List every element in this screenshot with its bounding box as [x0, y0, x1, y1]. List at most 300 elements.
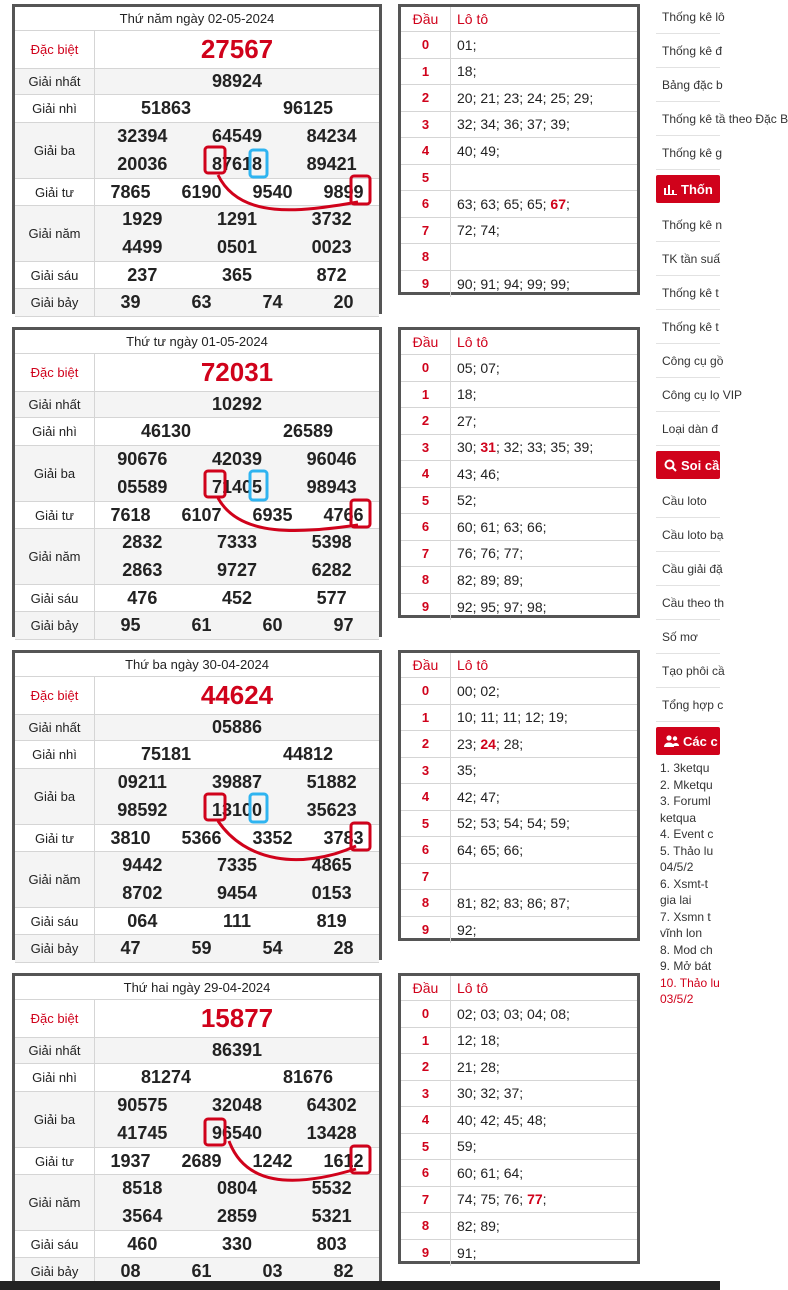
prize-number: 72031: [200, 357, 274, 387]
dau-digit: 2: [401, 731, 451, 757]
loto-values: [451, 439, 637, 455]
loto-row: [401, 488, 637, 515]
prize-number: 97: [333, 615, 354, 635]
prize-number: 74: [262, 292, 283, 312]
prize-number: 51882: [306, 772, 357, 793]
dau-digit: 5: [401, 811, 451, 837]
prize-number: 03: [262, 1261, 283, 1281]
prize-number: 819: [316, 910, 347, 931]
prize-number: 365: [221, 264, 253, 285]
loto-values: [451, 1112, 637, 1128]
prize-label-g5: Giải năm: [15, 529, 95, 585]
prize-label-g2: Giải nhì: [15, 95, 95, 123]
loto-text: 81; 82; 83; 86; 87;: [457, 894, 570, 911]
prize-number: 5532: [311, 1178, 352, 1199]
prize-number: 577: [316, 587, 347, 608]
prize-number: 98924: [211, 71, 263, 91]
prize-values-g5: [95, 852, 379, 908]
sidebar-link[interactable]: Thống kê tầ theo Đặc B: [656, 102, 720, 136]
prize-number: 5398: [311, 532, 352, 553]
loto-row: [401, 567, 637, 594]
prize-values-db: [95, 31, 379, 69]
prize-values-g2: [95, 95, 379, 123]
dau-digit: 1: [401, 705, 451, 731]
prize-number: 0804: [216, 1178, 258, 1199]
prize-number: 0153: [311, 882, 352, 903]
loto-text: 35;: [457, 762, 477, 779]
loto-values: [451, 222, 637, 238]
loto-row: [401, 382, 637, 409]
loto-row: [401, 705, 637, 732]
dau-digit: 7: [401, 218, 451, 244]
prize-number: 47: [120, 938, 141, 958]
prize-number: 7865: [110, 181, 151, 202]
loto-values: [451, 842, 637, 858]
sidebar-link[interactable]: Cầu giải đặ: [656, 552, 720, 586]
prize-label-db: Đặc biệt: [15, 31, 95, 69]
loto-values: [451, 63, 637, 79]
dau-header: Đầu: [401, 976, 451, 1000]
topic-link[interactable]: 3. Foruml: [660, 794, 711, 808]
prize-values-g4: [95, 825, 379, 852]
prize-number: 0023: [311, 236, 352, 257]
loto-text: ; 28;: [495, 735, 524, 752]
loto-text: 00; 02;: [457, 682, 500, 699]
prize-label-g7: Giải bảy: [15, 1258, 95, 1286]
prize-label-g4: Giải tư: [15, 179, 95, 206]
prize-number: 460: [127, 1233, 158, 1254]
draw-date[interactable]: Thứ hai ngày 29-04-2024: [15, 976, 379, 1000]
loto-highlight: 31: [480, 439, 496, 456]
dau-digit: 3: [401, 435, 451, 461]
topic-link[interactable]: 9. Mở bát: [660, 959, 712, 973]
loto-values: [451, 1032, 637, 1048]
topic-link[interactable]: gia lai: [660, 893, 692, 907]
loto-values: [451, 1006, 637, 1022]
loto-row: [401, 731, 637, 758]
loto-row: [401, 1240, 637, 1267]
loto-values: [451, 37, 637, 53]
loto-values: [451, 413, 637, 429]
loto-text: 05; 07;: [457, 359, 500, 376]
dau-digit: 3: [401, 758, 451, 784]
dau-digit: 2: [401, 85, 451, 111]
prize-number: 8702: [122, 882, 163, 903]
loto-header: Lô tô: [457, 980, 489, 996]
dau-digit: 5: [401, 165, 451, 191]
dau-digit: 9: [401, 271, 451, 298]
loto-row: [401, 758, 637, 785]
loto-header: Lô tô: [457, 334, 489, 350]
loto-values: [451, 492, 637, 508]
prize-values-g1: [95, 69, 379, 95]
sidebar-section-header: [656, 451, 720, 479]
dau-header: Đầu: [401, 7, 451, 31]
loto-text: 27;: [457, 412, 477, 429]
bottom-bar: [0, 1281, 720, 1290]
prize-number: 9899: [323, 181, 364, 202]
loto-row: [401, 165, 637, 192]
loto-text: 23;: [457, 735, 481, 752]
prize-number: 09211: [117, 772, 167, 793]
loto-row: [401, 59, 637, 86]
dau-header: Đầu: [401, 330, 451, 354]
prize-number: 452: [221, 587, 253, 608]
loto-table: [398, 327, 640, 618]
loto-text: 18;: [457, 386, 477, 403]
dau-digit: 9: [401, 917, 451, 944]
prize-number: 4766: [323, 504, 364, 525]
prize-number: 1291: [216, 209, 258, 230]
topic-link[interactable]: vĩnh lon: [660, 926, 703, 940]
prize-label-g1: Giải nhất: [15, 69, 95, 95]
prize-values-db: [95, 677, 379, 715]
prize-number: 39887: [211, 772, 263, 793]
prize-values-g1: [95, 715, 379, 741]
prize-number: 39: [120, 292, 141, 312]
sidebar-link[interactable]: Công cụ lọ VIP: [656, 378, 720, 412]
topic-link[interactable]: ketqua: [660, 810, 697, 825]
prize-number: 330: [221, 1233, 253, 1254]
sidebar-link[interactable]: Tổng hợp c: [656, 688, 720, 722]
sidebar-link[interactable]: Thống kê t: [656, 276, 720, 310]
loto-values: [451, 815, 637, 831]
loto-values: [451, 519, 637, 535]
prize-number: 3564: [122, 1205, 163, 1226]
prize-values-g7: [95, 612, 379, 640]
prize-label-g5: Giải năm: [15, 1175, 95, 1231]
topic-link[interactable]: 10. Thảo lu: [660, 975, 720, 990]
loto-row: [401, 837, 637, 864]
loto-row: [401, 890, 637, 917]
topic-link[interactable]: 04/5/2: [660, 860, 694, 874]
prize-values-db: [95, 354, 379, 392]
prize-label-db: Đặc biệt: [15, 354, 95, 392]
loto-text: 72; 74;: [457, 222, 500, 239]
loto-values: [451, 762, 637, 778]
loto-header: Lô tô: [457, 657, 489, 673]
dau-digit: 2: [401, 408, 451, 434]
prize-values-g5: [95, 1175, 379, 1231]
loto-values: [451, 90, 637, 106]
loto-highlight: 77: [527, 1191, 543, 1208]
prize-values-g2: [95, 1064, 379, 1092]
prize-number: 20036: [117, 153, 168, 174]
prize-label-g7: Giải bảy: [15, 935, 95, 963]
loto-text: 92; 95; 97; 98;: [457, 598, 547, 615]
loto-row: [401, 408, 637, 435]
dau-digit: 5: [401, 488, 451, 514]
topic-link[interactable]: 1. 3ketqu: [660, 761, 710, 775]
prize-number: 7618: [110, 504, 151, 525]
topic-link[interactable]: 4. Event c: [660, 827, 714, 841]
prize-number: 803: [316, 1233, 347, 1254]
prize-number: 10292: [211, 394, 263, 414]
dau-digit: 0: [401, 678, 451, 704]
loto-values: [451, 736, 637, 752]
prize-values-g4: [95, 1148, 379, 1175]
topic-link[interactable]: 7. Xsmn t: [660, 909, 711, 924]
dau-digit: 1: [401, 59, 451, 85]
prize-label-g6: Giải sáu: [15, 908, 95, 935]
result-table: [12, 4, 382, 314]
prize-number: 27567: [200, 34, 274, 64]
sidebar-link[interactable]: Cầu loto: [656, 484, 720, 518]
loto-values: [451, 1245, 637, 1261]
result-table: [12, 327, 382, 637]
sidebar-link[interactable]: Bảng đặc b: [656, 68, 720, 102]
loto-values: [451, 1059, 637, 1075]
loto-text: 52;: [457, 492, 477, 509]
prize-number: 2859: [216, 1205, 258, 1226]
prize-number: 32048: [211, 1095, 263, 1116]
prize-values-g4: [95, 179, 379, 206]
prize-number: 3783: [323, 827, 364, 848]
prize-number: 9454: [216, 882, 258, 903]
loto-text: ;: [542, 1191, 547, 1208]
prize-number: 87618: [211, 153, 263, 174]
prize-number: 6935: [252, 504, 293, 525]
dau-digit: 7: [401, 864, 451, 890]
draw-date[interactable]: Thứ tư ngày 01-05-2024: [15, 330, 379, 354]
prize-number: 61: [191, 1261, 212, 1281]
prize-number: 89421: [306, 153, 357, 174]
loto-text: ; 32; 33; 35; 39;: [495, 439, 594, 456]
prize-number: 9540: [252, 181, 293, 202]
loto-row: [401, 864, 637, 891]
sidebar-section-header: [656, 727, 720, 755]
sidebar-link[interactable]: Loại dàn đ: [656, 412, 720, 446]
prize-number: 54: [262, 938, 283, 958]
prize-values-g5: [95, 529, 379, 585]
loto-row: [401, 1134, 637, 1161]
sidebar-link[interactable]: TK tần suấ: [656, 242, 720, 276]
loto-highlight: 24: [480, 735, 496, 752]
topic-link[interactable]: 03/5/2: [660, 992, 694, 1006]
prize-label-g5: Giải năm: [15, 852, 95, 908]
topic-link[interactable]: 8. Mod ch: [660, 942, 713, 957]
prize-number: 28: [333, 938, 354, 958]
prize-values-g4: [95, 502, 379, 529]
draw-date[interactable]: Thứ năm ngày 02-05-2024: [15, 7, 379, 31]
loto-values: [451, 196, 637, 212]
prize-label-g1: Giải nhất: [15, 392, 95, 418]
loto-row: [401, 514, 637, 541]
loto-text: 60; 61; 64;: [457, 1164, 524, 1181]
loto-values: [451, 709, 637, 725]
loto-text: 32; 34; 36; 37; 39;: [457, 116, 570, 133]
loto-row: [401, 1160, 637, 1187]
loto-row: [401, 917, 637, 944]
prize-number: 3352: [252, 827, 293, 848]
loto-row: [401, 218, 637, 245]
loto-text: 52; 53; 54; 54; 59;: [457, 815, 570, 832]
loto-row: [401, 1001, 637, 1028]
prize-values-g3: [95, 446, 379, 502]
loto-text: 30; 32; 37;: [457, 1085, 524, 1102]
prize-label-g6: Giải sáu: [15, 262, 95, 289]
prize-number: 05886: [211, 717, 263, 737]
prize-values-g5: [95, 206, 379, 262]
prize-number: 71405: [211, 476, 263, 497]
loto-row: [401, 594, 637, 621]
loto-values: [451, 683, 637, 699]
dau-digit: 1: [401, 382, 451, 408]
prize-number: 3810: [110, 827, 151, 848]
prize-number: 98592: [117, 799, 168, 820]
prize-number: 26589: [282, 421, 334, 441]
dau-digit: 6: [401, 1160, 451, 1186]
prize-number: 0501: [216, 236, 258, 257]
prize-number: 32394: [117, 126, 168, 147]
prize-number: 60: [262, 615, 283, 635]
prize-number: 111: [222, 910, 252, 931]
prize-number: 98943: [306, 476, 357, 497]
loto-row: [401, 138, 637, 165]
prize-number: 64302: [306, 1095, 357, 1116]
loto-text: 40; 49;: [457, 142, 500, 159]
loto-text: 90; 91; 94; 99; 99;: [457, 275, 570, 292]
loto-text: 82; 89;: [457, 1217, 500, 1234]
prize-values-g6: [95, 908, 379, 935]
loto-text: 60; 61; 63; 66;: [457, 518, 547, 535]
sidebar-link[interactable]: Số mơ: [656, 620, 720, 654]
prize-number: 1937: [110, 1150, 151, 1171]
loto-table: [398, 4, 640, 295]
prize-number: 6107: [181, 504, 222, 525]
prize-label-db: Đặc biệt: [15, 677, 95, 715]
section-title: Các c: [683, 733, 718, 749]
sidebar-link[interactable]: Công cụ gồ: [656, 344, 720, 378]
prize-label-g4: Giải tư: [15, 825, 95, 852]
prize-label-g4: Giải tư: [15, 1148, 95, 1175]
loto-text: 18;: [457, 63, 477, 80]
loto-row: [401, 1028, 637, 1055]
loto-text: 63; 63; 65; 65;: [457, 195, 551, 212]
prize-number: 44624: [200, 680, 274, 710]
prize-number: 82: [333, 1261, 354, 1281]
prize-number: 64549: [211, 126, 263, 147]
dau-digit: 8: [401, 567, 451, 593]
sidebar-link[interactable]: Thống kê g: [656, 136, 720, 170]
loto-values: [451, 1165, 637, 1181]
prize-number: 42039: [211, 449, 263, 470]
prize-number: 7335: [216, 855, 258, 876]
prize-number: 237: [127, 264, 158, 285]
loto-row: [401, 811, 637, 838]
sidebar-section-header: [656, 175, 720, 203]
prize-number: 6282: [311, 559, 352, 580]
loto-row: [401, 461, 637, 488]
topic-link[interactable]: 6. Xsmt-t: [660, 876, 709, 891]
loto-row: [401, 1081, 637, 1108]
dau-digit: 1: [401, 1028, 451, 1054]
prize-number: 96540: [211, 1122, 263, 1143]
draw-date[interactable]: Thứ ba ngày 30-04-2024: [15, 653, 379, 677]
loto-row: [401, 191, 637, 218]
dau-digit: 0: [401, 32, 451, 58]
loto-row: [401, 355, 637, 382]
sidebar-link[interactable]: Tạo phôi cầ: [656, 654, 720, 688]
prize-number: 1242: [252, 1150, 293, 1171]
dau-digit: 7: [401, 541, 451, 567]
day-block: [0, 969, 720, 1287]
prize-number: 9727: [216, 559, 258, 580]
prize-number: 41745: [117, 1122, 168, 1143]
loto-values: [451, 116, 637, 132]
prize-number: 064: [127, 910, 158, 931]
sidebar-link[interactable]: Cầu theo th: [656, 586, 720, 620]
loto-header: Lô tô: [457, 11, 489, 27]
loto-values: [451, 386, 637, 402]
topic-link[interactable]: 2. Mketqu: [660, 777, 713, 792]
prize-label-g7: Giải bảy: [15, 612, 95, 640]
chart-icon: [664, 184, 677, 195]
section-title: Thốn: [681, 181, 713, 197]
loto-text: 91;: [457, 1244, 477, 1261]
prize-number: 81676: [282, 1067, 334, 1087]
prize-values-g2: [95, 418, 379, 446]
prize-number: 13428: [306, 1122, 357, 1143]
dau-digit: 5: [401, 1134, 451, 1160]
loto-table: [398, 973, 640, 1264]
prize-number: 90676: [117, 449, 168, 470]
sidebar-link[interactable]: Thống kê đ: [656, 34, 720, 68]
sidebar-link[interactable]: Thống kê lô: [656, 0, 720, 34]
prize-label-g3: Giải ba: [15, 123, 95, 179]
prize-label-g4: Giải tư: [15, 502, 95, 529]
prize-number: 2832: [122, 532, 163, 553]
loto-row: [401, 1213, 637, 1240]
loto-text: 10; 11; 11; 12; 19;: [457, 709, 568, 726]
loto-values: [451, 922, 637, 938]
loto-values: [451, 1191, 637, 1207]
prize-number: 63: [191, 292, 212, 312]
loto-text: 12; 18;: [457, 1032, 500, 1049]
sidebar-link[interactable]: Cầu loto bạ: [656, 518, 720, 552]
prize-number: 86391: [211, 1040, 263, 1060]
prize-number: 15877: [200, 1003, 274, 1033]
right-sidebar: [656, 0, 788, 1290]
loto-row: [401, 541, 637, 568]
topic-link[interactable]: 5. Thảo lu: [660, 843, 714, 858]
loto-text: 40; 42; 45; 48;: [457, 1111, 547, 1128]
loto-text: 82; 89; 89;: [457, 571, 524, 588]
loto-values: [451, 466, 637, 482]
prize-values-g6: [95, 1231, 379, 1258]
loto-text: 64; 65; 66;: [457, 841, 524, 858]
prize-number: 95: [120, 615, 141, 635]
prize-number: 96046: [306, 449, 357, 470]
sidebar-link[interactable]: Thống kê t: [656, 310, 720, 344]
dau-digit: 6: [401, 514, 451, 540]
day-block: [0, 323, 720, 641]
loto-values: [451, 895, 637, 911]
prize-number: 2689: [181, 1150, 222, 1171]
prize-number: 59: [191, 938, 212, 958]
loto-values: [451, 143, 637, 159]
loto-row: [401, 1107, 637, 1134]
dau-digit: 8: [401, 244, 451, 270]
dau-digit: 9: [401, 594, 451, 621]
sidebar-link[interactable]: Thống kê n: [656, 208, 720, 242]
result-table: [12, 973, 382, 1283]
prize-number: 35623: [306, 799, 357, 820]
prize-number: 51863: [140, 98, 192, 118]
dau-header: Đầu: [401, 653, 451, 677]
prize-number: 4499: [122, 236, 163, 257]
prize-number: 7333: [216, 532, 258, 553]
